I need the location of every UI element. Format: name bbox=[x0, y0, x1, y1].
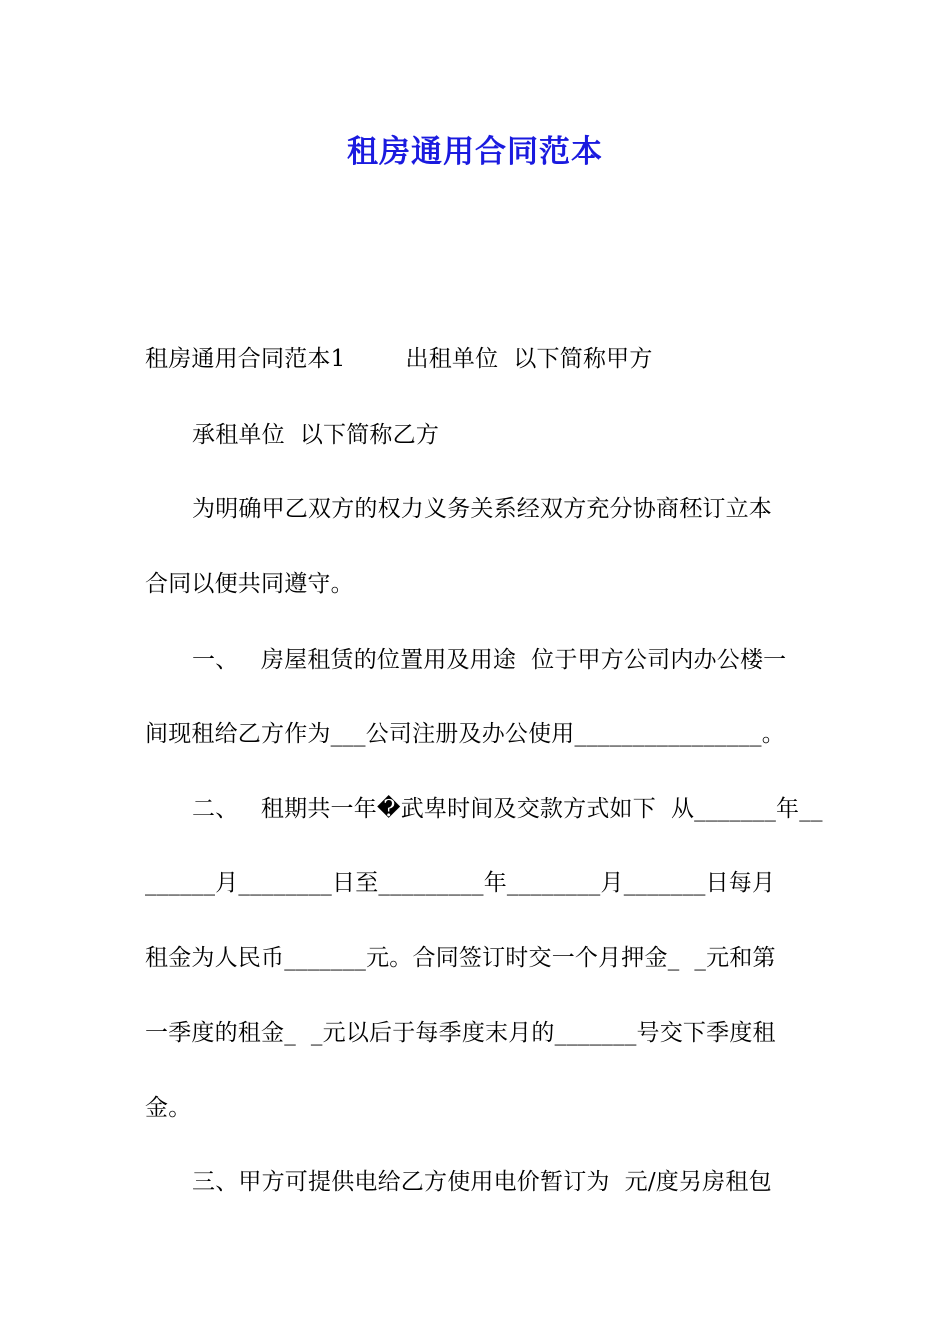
document-title: 租房通用合同范本 bbox=[347, 134, 603, 170]
paragraph-line: 一、 房屋租赁的位置用及用途 位于甲方公司内办公楼一 bbox=[192, 647, 787, 673]
paragraph-line: 三、甲方可提供电给乙方使用电价暂订为 元/度另房租包 bbox=[192, 1169, 772, 1195]
paragraph-line: 间现租给乙方作为___公司注册及办公使用________________。 bbox=[145, 721, 785, 747]
paragraph-line: 金。 bbox=[145, 1095, 192, 1121]
paragraph-line: 二、 租期共一年�武卑时间及交款方式如下 从_______年__ bbox=[192, 796, 823, 822]
paragraph-line: 一季度的租金_ _元以后于每季度末月的_______号交下季度租 bbox=[145, 1020, 776, 1046]
paragraph-line: 为明确甲乙双方的权力义务关系经双方充分协商秠订立本 bbox=[192, 496, 772, 522]
paragraph-line: 租房通用合同范本1 出租单位 以下简称甲方 bbox=[145, 346, 653, 372]
paragraph-line: ______月________日至_________年________月_______日每月 bbox=[145, 870, 776, 896]
paragraph-line: 承租单位 以下简称乙方 bbox=[192, 422, 440, 448]
paragraph-line: 合同以便共同遵守。 bbox=[145, 571, 354, 597]
paragraph-line: 租金为人民币_______元。合同签订时交一个月押金_ _元和第 bbox=[145, 945, 776, 971]
